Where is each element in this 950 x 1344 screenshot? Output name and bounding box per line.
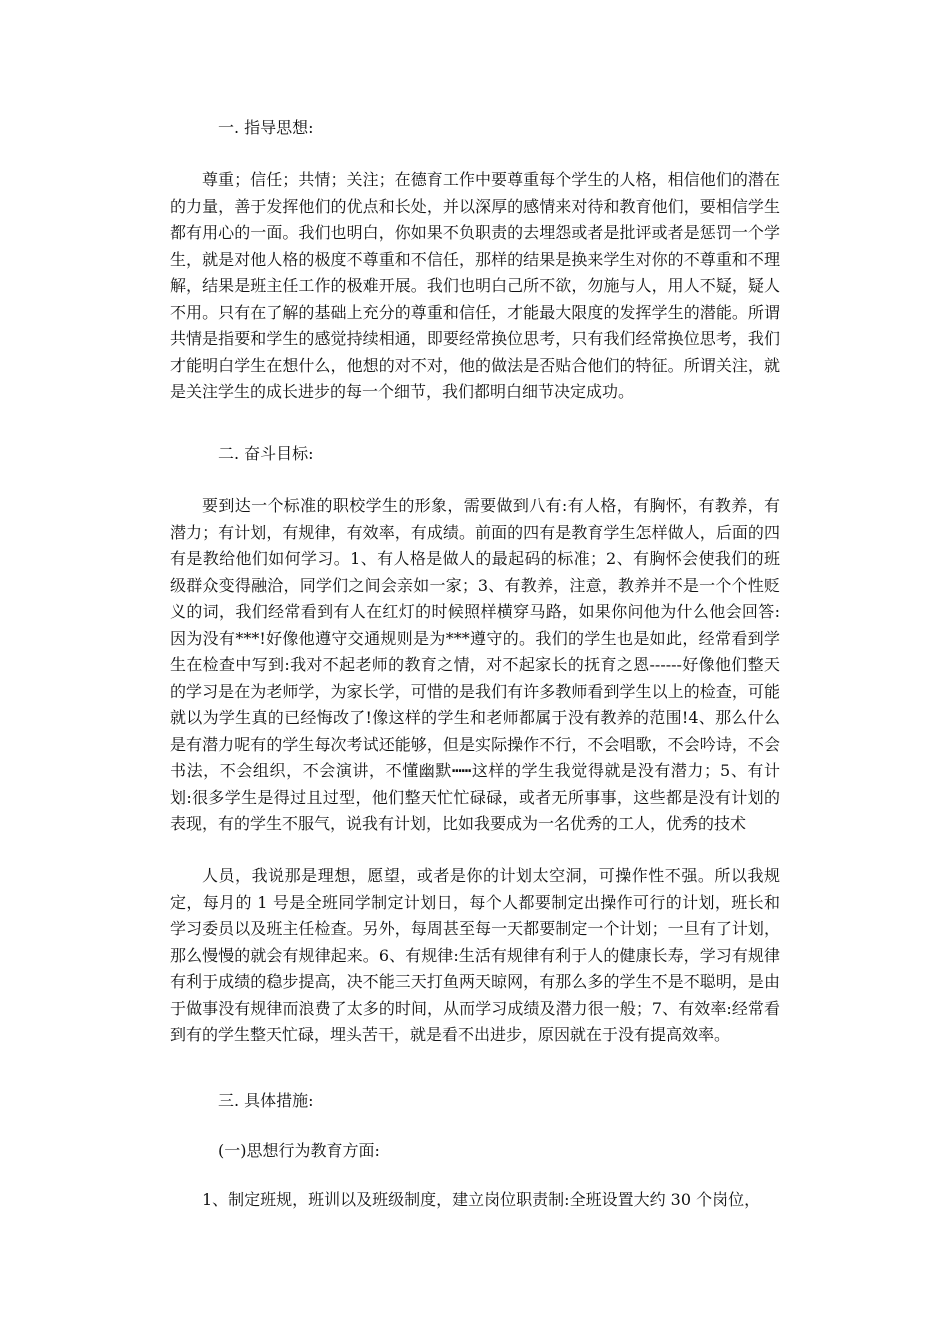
section-heading-measures: 三. 具体措施:: [218, 1091, 314, 1110]
paragraph-goals: 要到达一个标准的职校学生的形象，需要做到八有:有人格，有胸怀，有教养，有潜力；有计划，有规律，有效率，有成绩。前面的四有是教育学生怎样做人，后面的四有是教给他们如何学习。1、有人格是做人的最起码的标准；2、有胸怀会使我们的班级群众变得融洽，同学们之间会亲如一家；3、有教养，注意，教养并不是一个个性贬义的词，我们经常看到有人在红灯的时候照样横穿马路，如果你问他为什么他会回答:因为没有***!好像他遵守交通规则是为***遵守的。我们的学生也是如此，经常看到学生在检查中写到:我对不起老师的教育之情，对不起家长的抚育之恩------好像他们整天的学习是在为老师学，为家长学，可惜的是我们有许多教师看到学生以上的检查，可能就以为学生真的已经悔改了!像这样的学生和老师都属于没有教养的范围!4、那么什么是有潜力呢有的学生每次考试还能够，但是实际操作不行，不会唱歌，不会吟诗，不会书法，不会组织，不会演讲，不懂幽默┅┅这样的学生我觉得就是没有潜力；5、有计划:很多学生是得过且过型，他们整天忙忙碌碌，或者无所事事，这些都是没有计划的表现，有的学生不服气，说我有计划，比如我要成为一名优秀的工人，优秀的技术: [170, 496, 780, 833]
paragraph-goals-continued: 人员，我说那是理想，愿望，或者是你的计划太空洞，可操作性不强。所以我规定，每月的 1 号是全班同学制定计划日，每个人都要制定出操作可行的计划，班长和学习委员以及班主任检查。另外，每周甚至每一天都要制定一个计划；一旦有了计划，那么慢慢的就会有规律起来。6、有规律:生活有规律有利于人的健康长寿，学习有规律有利于成绩的稳步提高，决不能三天打鱼两天晾网，有那么多的学生不是不聪明，是由于做事没有规律而浪费了太多的时间，从而学习成绩及潜力很一般；7、有效率:经常看到有的学生整天忙碌，埋头苦干，就是看不出进步，原因就在于没有提高效率。: [170, 866, 780, 1044]
paragraph-guiding-thought: 尊重；信任；共情；关注；在德育工作中要尊重每个学生的人格，相信他们的潜在的力量，善于发挥他们的优点和长处，并以深厚的感情来对待和教育他们，要相信学生都有用心的一面。我们也明白，你如果不负职责的去埋怨或者是批评或者是惩罚一个学生，就是对他人格的极度不尊重和不信任，那样的结果是换来学生对你的不尊重和不理解，结果是班主任工作的极难开展。我们也明白己所不欲，勿施与人，用人不疑，疑人不用。只有在了解的基础上充分的尊重和信任，才能最大限度的发挥学生的潜能。所谓共情是指要和学生的感觉持续相通，即要经常换位思考，只有我们经常换位思考，我们才能明白学生在想什么，他想的对不对，他的做法是否贴合他们的特征。所谓关注，就是关注学生的成长进步的每一个细节，我们都明白细节决定成功。: [170, 170, 780, 401]
section-heading-guiding-thought: 一. 指导思想:: [218, 118, 314, 137]
subsection-heading-ideology-behavior: (一)思想行为教育方面:: [218, 1141, 380, 1160]
list-item-class-rules: 1、制定班规，班训以及班级制度，建立岗位职责制:全班设置大约 30 个岗位，: [202, 1190, 761, 1209]
section-heading-goals: 二. 奋斗目标:: [218, 444, 314, 463]
